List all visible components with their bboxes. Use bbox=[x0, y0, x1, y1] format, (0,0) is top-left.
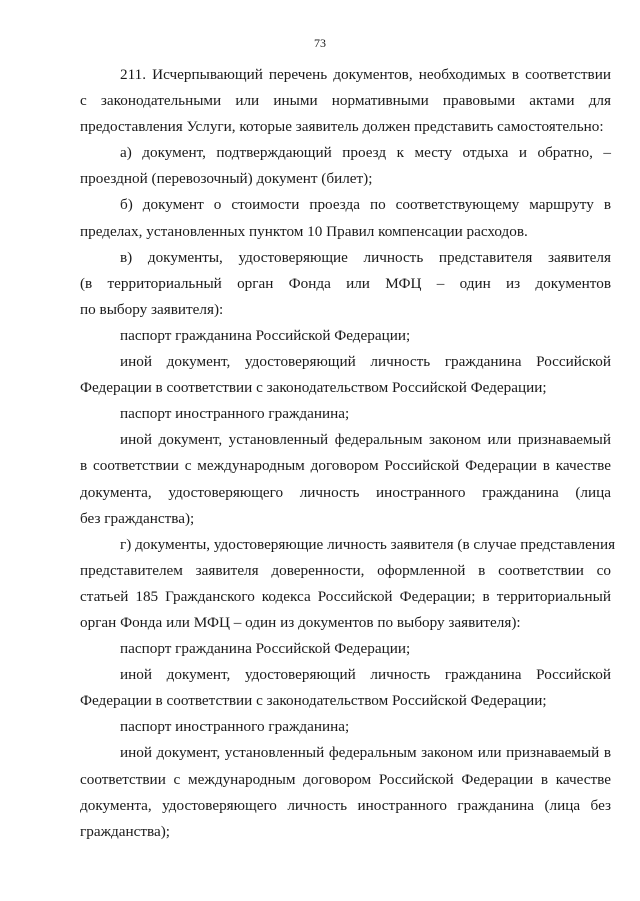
text-line: паспорт иностранного гражданина; bbox=[120, 718, 350, 736]
text-line: Федерации в соответствии с законодательством Российской Федерации; bbox=[80, 692, 547, 710]
text-line: в) документы, удостоверяющие личность представителя заявителя bbox=[120, 248, 611, 266]
text-line: 211. Исчерпывающий перечень документов, необходимых в соответствии bbox=[120, 66, 611, 83]
paragraph bbox=[80, 349, 611, 401]
paragraph bbox=[80, 532, 616, 636]
paragraph bbox=[80, 140, 611, 192]
text-line: иной документ, удостоверяющий личность гражданина Российской bbox=[120, 353, 611, 371]
text-line: паспорт гражданина Российской Федерации; bbox=[120, 640, 411, 658]
text-line: документа, удостоверяющего личность иностранного гражданина (лица bbox=[80, 483, 611, 501]
paragraph bbox=[80, 427, 611, 531]
text-line: без гражданства); bbox=[80, 509, 195, 527]
text-line: иной документ, установленный федеральным законом или признаваемый в bbox=[120, 744, 611, 762]
document-body bbox=[80, 62, 616, 845]
text-line: гражданства); bbox=[80, 822, 171, 840]
text-line: соответствии с международным договором Российской Федерации в качестве bbox=[80, 770, 611, 788]
text-line: проездной (перевозочный) документ (билет); bbox=[80, 170, 373, 188]
text-line: паспорт гражданина Российской Федерации; bbox=[120, 326, 411, 344]
paragraph bbox=[80, 323, 611, 349]
paragraph bbox=[80, 192, 611, 244]
text-line: пределах, установленных пунктом 10 Правил компенсации расходов. bbox=[80, 222, 528, 240]
text-line: орган Фонда или МФЦ – один из документов по выбору заявителя): bbox=[80, 613, 521, 631]
paragraph bbox=[80, 662, 611, 714]
text-line: иной документ, удостоверяющий личность гражданина Российской bbox=[120, 666, 611, 684]
paragraph bbox=[80, 636, 611, 662]
text-line: предоставления Услуги, которые заявитель должен представить самостоятельно: bbox=[80, 118, 604, 136]
text-line: статьей 185 Гражданского кодекса Российской Федерации; в территориальный bbox=[80, 587, 611, 605]
text-line: паспорт иностранного гражданина; bbox=[120, 405, 350, 423]
text-line: а) документ, подтверждающий проезд к месту отдыха и обратно, – bbox=[120, 144, 611, 162]
text-line: документа, удостоверяющего личность иностранного гражданина (лица без bbox=[80, 796, 611, 814]
paragraph bbox=[80, 740, 611, 844]
text-line: иной документ, установленный федеральным законом или признаваемый bbox=[120, 431, 611, 449]
text-line: (в территориальный орган Фонда или МФЦ – один из документов bbox=[80, 274, 611, 292]
text-line: б) документ о стоимости проезда по соответствующему маршруту в bbox=[120, 196, 611, 214]
page-number: 73 bbox=[314, 36, 326, 50]
text-line: в соответствии с международным договором Российской Федерации в качестве bbox=[80, 457, 611, 475]
text-line: представителем заявителя доверенности, оформленной в соответствии со bbox=[80, 561, 611, 579]
text-line: по выбору заявителя): bbox=[80, 300, 224, 318]
text-line: с законодательными или иными нормативными правовыми актами для bbox=[80, 92, 611, 110]
paragraph bbox=[80, 714, 611, 740]
text-line: Федерации в соответствии с законодательством Российской Федерации; bbox=[80, 379, 547, 397]
paragraph bbox=[80, 62, 611, 140]
paragraph bbox=[80, 401, 611, 427]
paragraph bbox=[80, 245, 611, 323]
text-line: г) документы, удостоверяющие личность заявителя (в случае представления bbox=[120, 535, 616, 553]
